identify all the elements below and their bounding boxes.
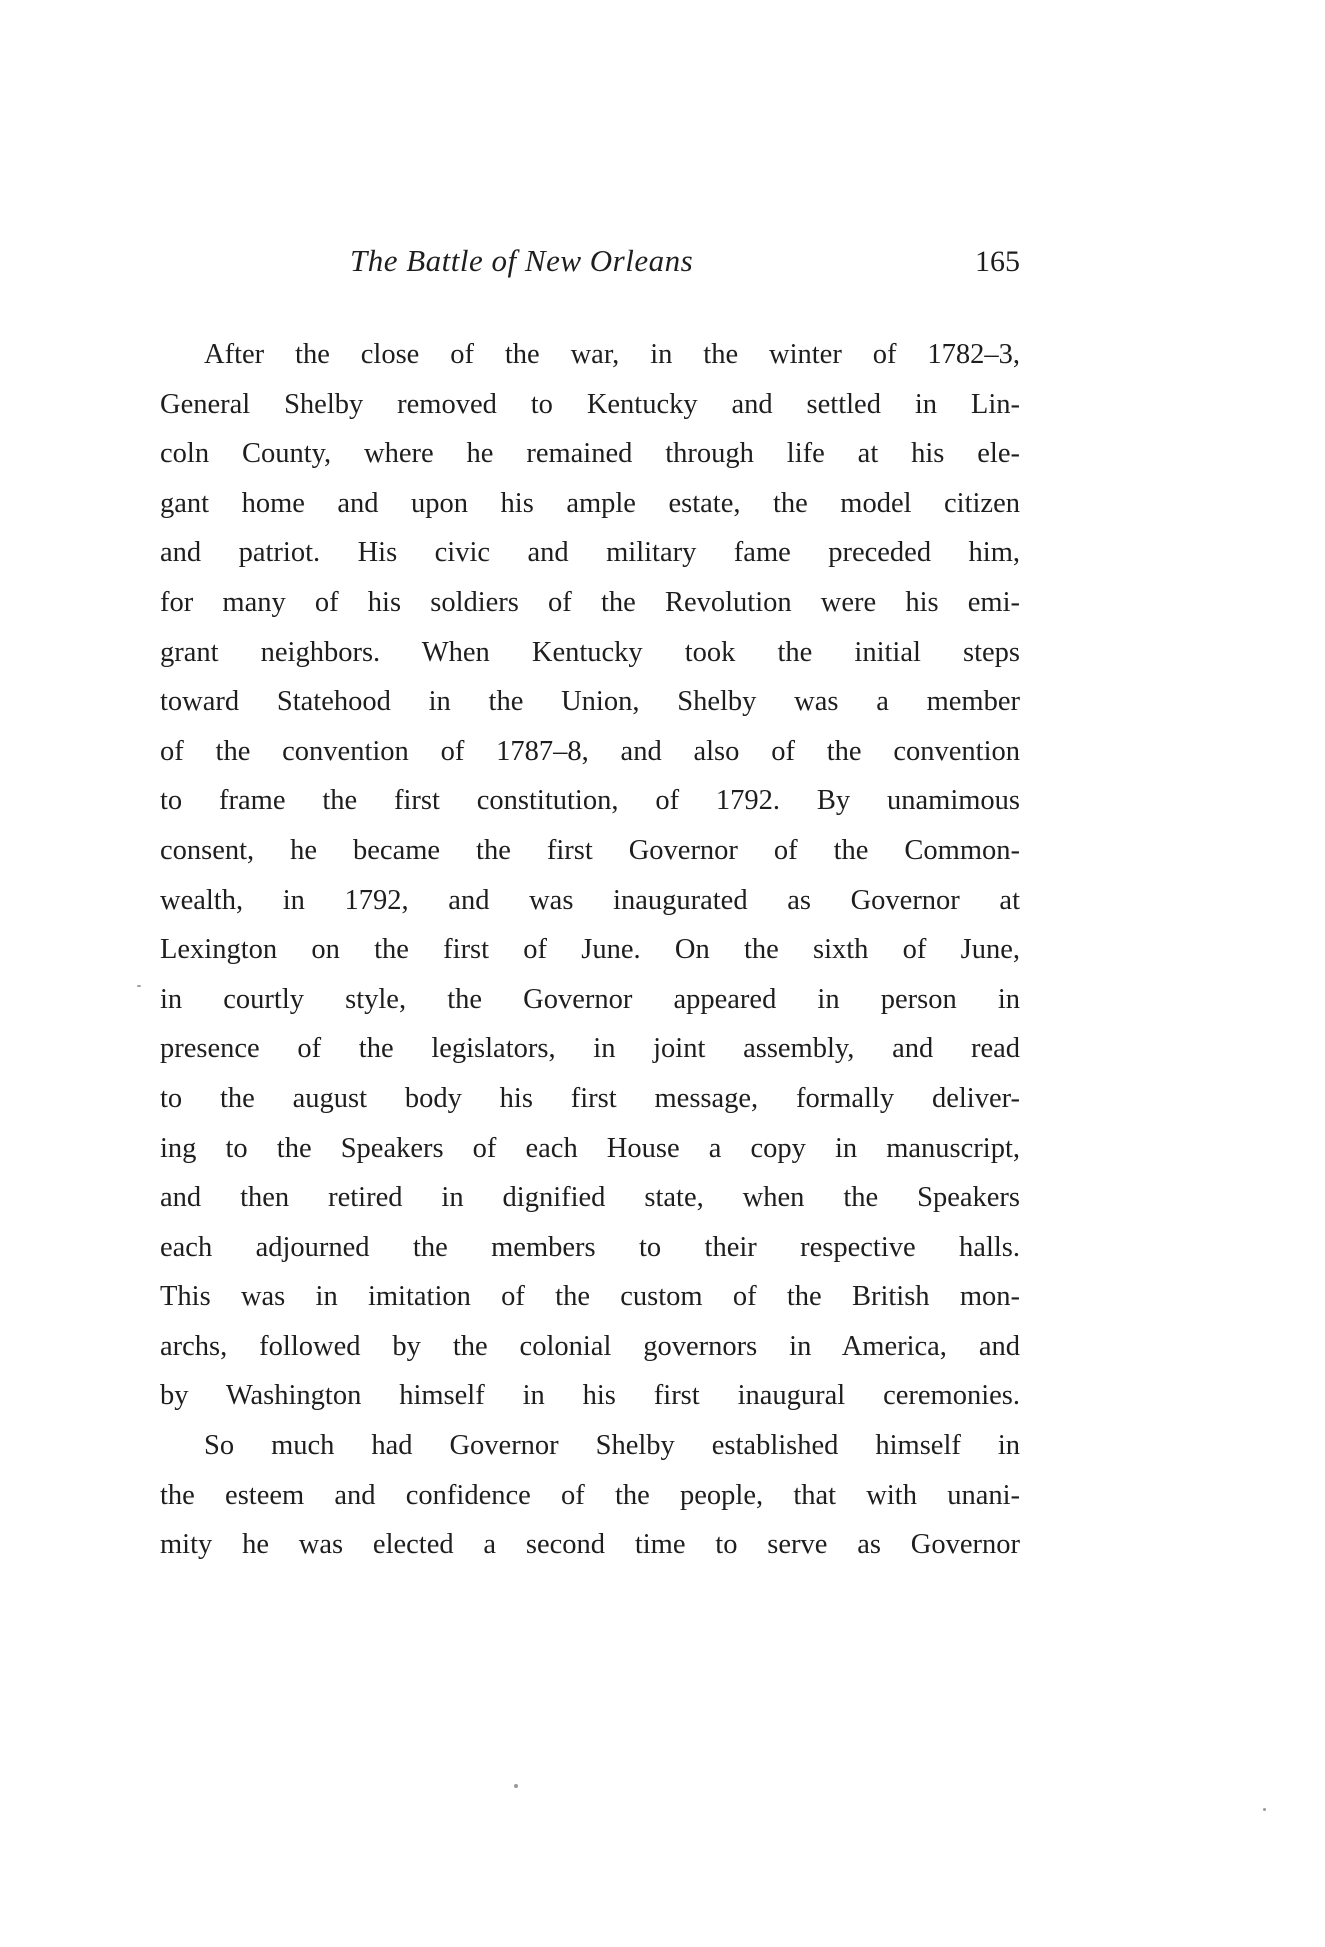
paragraph-line: General Shelby removed to Kentucky and settled in Lin- xyxy=(160,388,1020,420)
paragraph-line: the esteem and confidence of the people, that with unani- xyxy=(160,1479,1020,1511)
paragraph-line: each adjourned the members to their respective halls. xyxy=(160,1231,1020,1263)
running-title: The Battle of New Orleans xyxy=(350,243,694,278)
paragraph-line: presence of the legislators, in joint assembly, and read xyxy=(160,1033,1020,1065)
paragraph-line: Lexington on the first of June. On the sixth of June, xyxy=(160,934,1020,966)
paragraph-line: After the close of the war, in the winter of 1782–3, xyxy=(204,339,1020,370)
paragraph-line: by Washington himself in his first inaugural ceremonies. xyxy=(160,1380,1020,1412)
running-head xyxy=(160,243,1020,287)
paragraph-line: in courtly style, the Governor appeared in person in xyxy=(160,983,1020,1015)
body-text xyxy=(160,330,1020,1570)
paragraph-line: gant home and upon his ample estate, the model citizen xyxy=(160,487,1020,519)
paragraph-line: mity he was elected a second time to serve as Governor xyxy=(160,1529,1020,1561)
paper-speck xyxy=(137,985,141,987)
paper-speck xyxy=(514,1784,518,1788)
paragraph-line: wealth, in 1792, and was inaugurated as Governor at xyxy=(160,884,1020,916)
paragraph-line: toward Statehood in the Union, Shelby was a member xyxy=(160,686,1020,718)
paragraph-line: to the august body his first message, formally deliver- xyxy=(160,1082,1020,1114)
paper-speck xyxy=(1263,1808,1266,1811)
paragraph-line: ing to the Speakers of each House a copy in manuscript, xyxy=(160,1132,1020,1164)
paragraph-line: to frame the first constitution, of 1792. By unamimous xyxy=(160,785,1020,817)
paragraph-line: consent, he became the first Governor of the Common- xyxy=(160,834,1020,866)
paragraph-line: for many of his soldiers of the Revolution were his emi- xyxy=(160,586,1020,618)
paragraph-line: coln County, where he remained through life at his ele- xyxy=(160,438,1020,470)
paragraph-line: grant neighbors. When Kentucky took the initial steps xyxy=(160,636,1020,668)
paragraph-line: So much had Governor Shelby established himself in xyxy=(204,1430,1020,1462)
paragraph-line: archs, followed by the colonial governors in America, and xyxy=(160,1330,1020,1362)
paragraph-line: and then retired in dignified state, when the Speakers xyxy=(160,1182,1020,1214)
paragraph-line: This was in imitation of the custom of the British mon- xyxy=(160,1281,1020,1313)
page-number: 165 xyxy=(975,245,1020,278)
paragraph-line: and patriot. His civic and military fame preceded him, xyxy=(160,537,1020,569)
paragraph-line: of the convention of 1787–8, and also of the convention xyxy=(160,735,1020,767)
